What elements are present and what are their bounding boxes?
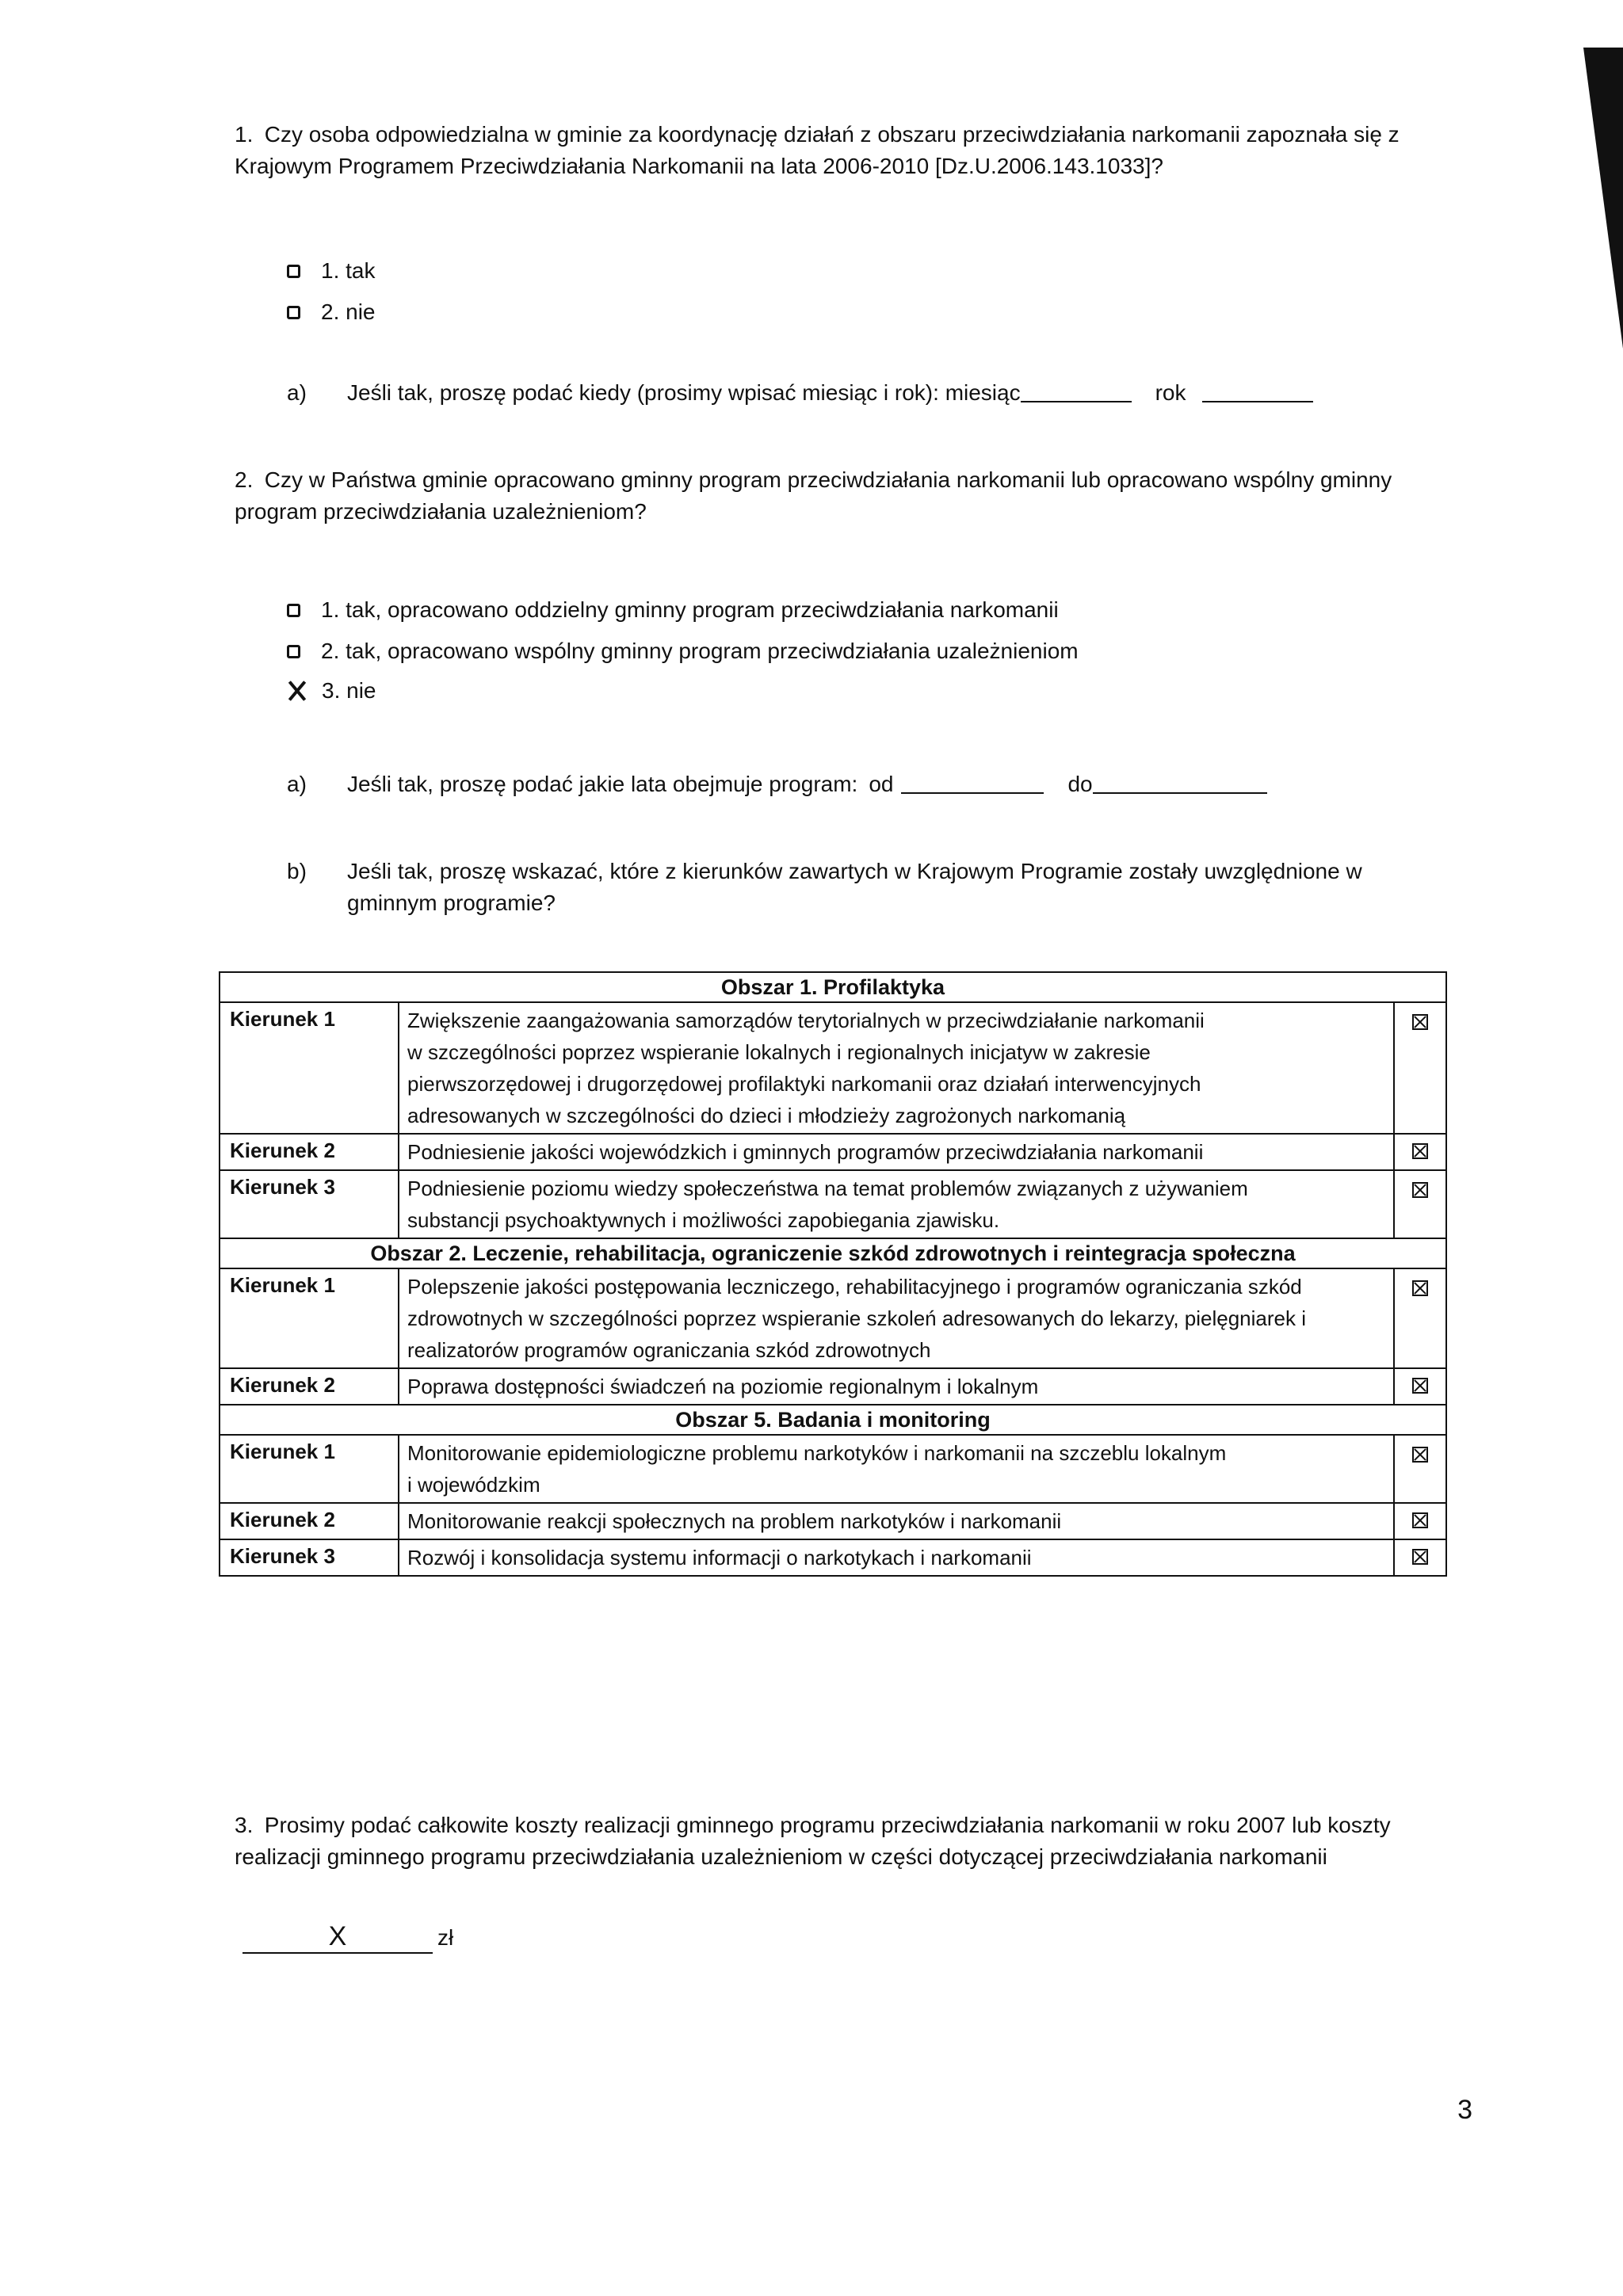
checked-box-icon[interactable] — [1412, 1182, 1428, 1198]
checked-box-icon[interactable] — [1412, 1014, 1428, 1030]
option-label: 1. tak — [321, 258, 376, 283]
checkbox-icon[interactable] — [287, 645, 300, 658]
q2-sub-b — [287, 856, 1428, 919]
year-field[interactable] — [1202, 377, 1313, 402]
area-header-row — [220, 1238, 1446, 1268]
area-title: Obszar 1. Profilaktyka — [220, 972, 1446, 1002]
month-field[interactable] — [1021, 377, 1132, 402]
question-text: Czy w Państwa gminie opracowano gminny program przeciwdziałania narkomanii lub opracowano wspólny gminny program przeciwdziałania uzależnieniom? — [235, 467, 1392, 524]
to-year-field[interactable] — [1093, 769, 1267, 794]
question-number: 1. — [235, 122, 254, 147]
checked-box-icon[interactable] — [1412, 1280, 1428, 1296]
checkbox-cell[interactable] — [1394, 1134, 1446, 1170]
sub-letter: a) — [287, 380, 307, 405]
q1-sub-a — [287, 377, 1313, 409]
checked-x-icon[interactable] — [287, 681, 306, 701]
area-header-row — [220, 1405, 1446, 1435]
checkbox-icon[interactable] — [287, 306, 300, 319]
question-1 — [235, 119, 1455, 182]
kierunek-label: Kierunek 2 — [220, 1134, 399, 1170]
area-header-row — [220, 972, 1446, 1002]
kierunek-label: Kierunek 2 — [220, 1503, 399, 1539]
table-row — [220, 1435, 1446, 1503]
checkbox-cell[interactable] — [1394, 1002, 1446, 1134]
question-2 — [235, 464, 1455, 528]
q2-option-2[interactable] — [287, 635, 1079, 667]
checked-box-icon[interactable] — [1412, 1143, 1428, 1159]
kierunek-label: Kierunek 1 — [220, 1002, 399, 1134]
option-label: 2. nie — [321, 299, 376, 324]
option-label: 1. tak, opracowano oddzielny gminny program przeciwdziałania narkomanii — [321, 597, 1059, 622]
sub-letter: b) — [287, 859, 307, 883]
question-3 — [235, 1810, 1431, 1873]
question-number: 2. — [235, 467, 254, 492]
cost-amount-field[interactable] — [242, 1920, 453, 1954]
sub-letter: a) — [287, 772, 307, 796]
table-row — [220, 1134, 1446, 1170]
q1-option-1[interactable] — [287, 255, 375, 287]
cost-value[interactable]: X — [242, 1920, 433, 1954]
table-row — [220, 1368, 1446, 1405]
question-number: 3. — [235, 1813, 254, 1837]
checked-box-icon[interactable] — [1412, 1378, 1428, 1394]
od-label: od — [869, 772, 894, 796]
checkbox-icon[interactable] — [287, 265, 300, 278]
table-row — [220, 1503, 1446, 1539]
kierunek-label: Kierunek 1 — [220, 1435, 399, 1503]
area-title: Obszar 2. Leczenie, rehabilitacja, ograniczenie szkód zdrowotnych i reintegracja społeczna — [220, 1238, 1446, 1268]
area-title: Obszar 5. Badania i monitoring — [220, 1405, 1446, 1435]
table-row — [220, 1539, 1446, 1576]
question-text: Czy osoba odpowiedzialna w gminie za koordynację działań z obszaru przeciwdziałania narkomanii zapoznała się z Krajowym Programem Przeciwdziałania Narkomanii na lata 2006-2010 [Dz.U.2006.143.1033]? — [235, 122, 1400, 178]
q2-sub-a — [287, 769, 1267, 800]
q2-option-1[interactable] — [287, 594, 1059, 626]
kierunek-description: Poprawa dostępności świadczeń na poziomie regionalnym i lokalnym — [399, 1368, 1394, 1405]
q1-option-2[interactable] — [287, 296, 376, 328]
checkbox-cell[interactable] — [1394, 1435, 1446, 1503]
checkbox-cell[interactable] — [1394, 1368, 1446, 1405]
kierunek-description: Podniesienie jakości wojewódzkich i gminnych programów przeciwdziałania narkomanii — [399, 1134, 1394, 1170]
kierunek-label: Kierunek 3 — [220, 1539, 399, 1576]
kierunek-label: Kierunek 1 — [220, 1268, 399, 1368]
checked-box-icon[interactable] — [1412, 1447, 1428, 1463]
kierunek-description: Polepszenie jakości postępowania leczniczego, rehabilitacyjnego i programów ograniczania szkód zdrowotnych w szczególności poprzez wspieranie szkoleń adresowanych do lekarzy, pielęgniarek i realizatorów programów ograniczania szkód zdrowotnych — [399, 1268, 1394, 1368]
directions-table — [219, 971, 1447, 1577]
checkbox-cell[interactable] — [1394, 1503, 1446, 1539]
do-label: do — [1067, 772, 1093, 796]
table-row — [220, 1268, 1446, 1368]
kierunek-description: Podniesienie poziomu wiedzy społeczeństwa na temat problemów związanych z używaniem substancji psychoaktywnych i możliwości zapobiegania zjawisku. — [399, 1170, 1394, 1238]
kierunek-description: Zwiększenie zaangażowania samorządów terytorialnych w przeciwdziałanie narkomanii w szczególności poprzez wspieranie lokalnych i regionalnych inicjatyw w zakresie pierwszorzędowej i drugorzędowej profilaktyki narkomanii oraz działań interwencyjnych adresowanych w szczególności do dzieci i młodzieży zagrożonych narkomanią — [399, 1002, 1394, 1134]
kierunek-label: Kierunek 2 — [220, 1368, 399, 1405]
checked-box-icon[interactable] — [1412, 1549, 1428, 1565]
from-year-field[interactable] — [901, 769, 1044, 794]
kierunek-description: Rozwój i konsolidacja systemu informacji o narkotykach i narkomanii — [399, 1539, 1394, 1576]
kierunek-description: Monitorowanie reakcji społecznych na problem narkotyków i narkomanii — [399, 1503, 1394, 1539]
sub-text: Jeśli tak, proszę podać jakie lata obejmuje program: — [347, 772, 858, 796]
table-row — [220, 1170, 1446, 1238]
currency-label: zł — [437, 1925, 454, 1950]
rok-label: rok — [1155, 380, 1186, 405]
kierunek-label: Kierunek 3 — [220, 1170, 399, 1238]
option-label: 2. tak, opracowano wspólny gminny program przeciwdziałania uzależnieniom — [321, 639, 1079, 663]
q2-option-3[interactable] — [287, 675, 376, 707]
checkbox-icon[interactable] — [287, 604, 300, 617]
sub-text: Jeśli tak, proszę podać kiedy (prosimy wpisać miesiąc i rok): miesiąc — [347, 380, 1021, 405]
option-label: 3. nie — [322, 678, 376, 703]
question-text: Prosimy podać całkowite koszty realizacji gminnego programu przeciwdziałania narkomanii w roku 2007 lub koszty realizacji gminnego programu przeciwdziałania uzależnieniom w części dotyczącej przeciwdziałania narkomanii — [235, 1813, 1391, 1869]
page-number: 3 — [1457, 2095, 1472, 2125]
table-row — [220, 1002, 1446, 1134]
sub-text: Jeśli tak, proszę wskazać, które z kierunków zawartych w Krajowym Programie zostały uwzględnione w gminnym programie? — [347, 859, 1362, 915]
checked-box-icon[interactable] — [1412, 1512, 1428, 1528]
scan-edge-artifact — [1583, 48, 1623, 349]
checkbox-cell[interactable] — [1394, 1539, 1446, 1576]
checkbox-cell[interactable] — [1394, 1170, 1446, 1238]
checkbox-cell[interactable] — [1394, 1268, 1446, 1368]
kierunek-description: Monitorowanie epidemiologiczne problemu narkotyków i narkomanii na szczeblu lokalnym i wojewódzkim — [399, 1435, 1394, 1503]
